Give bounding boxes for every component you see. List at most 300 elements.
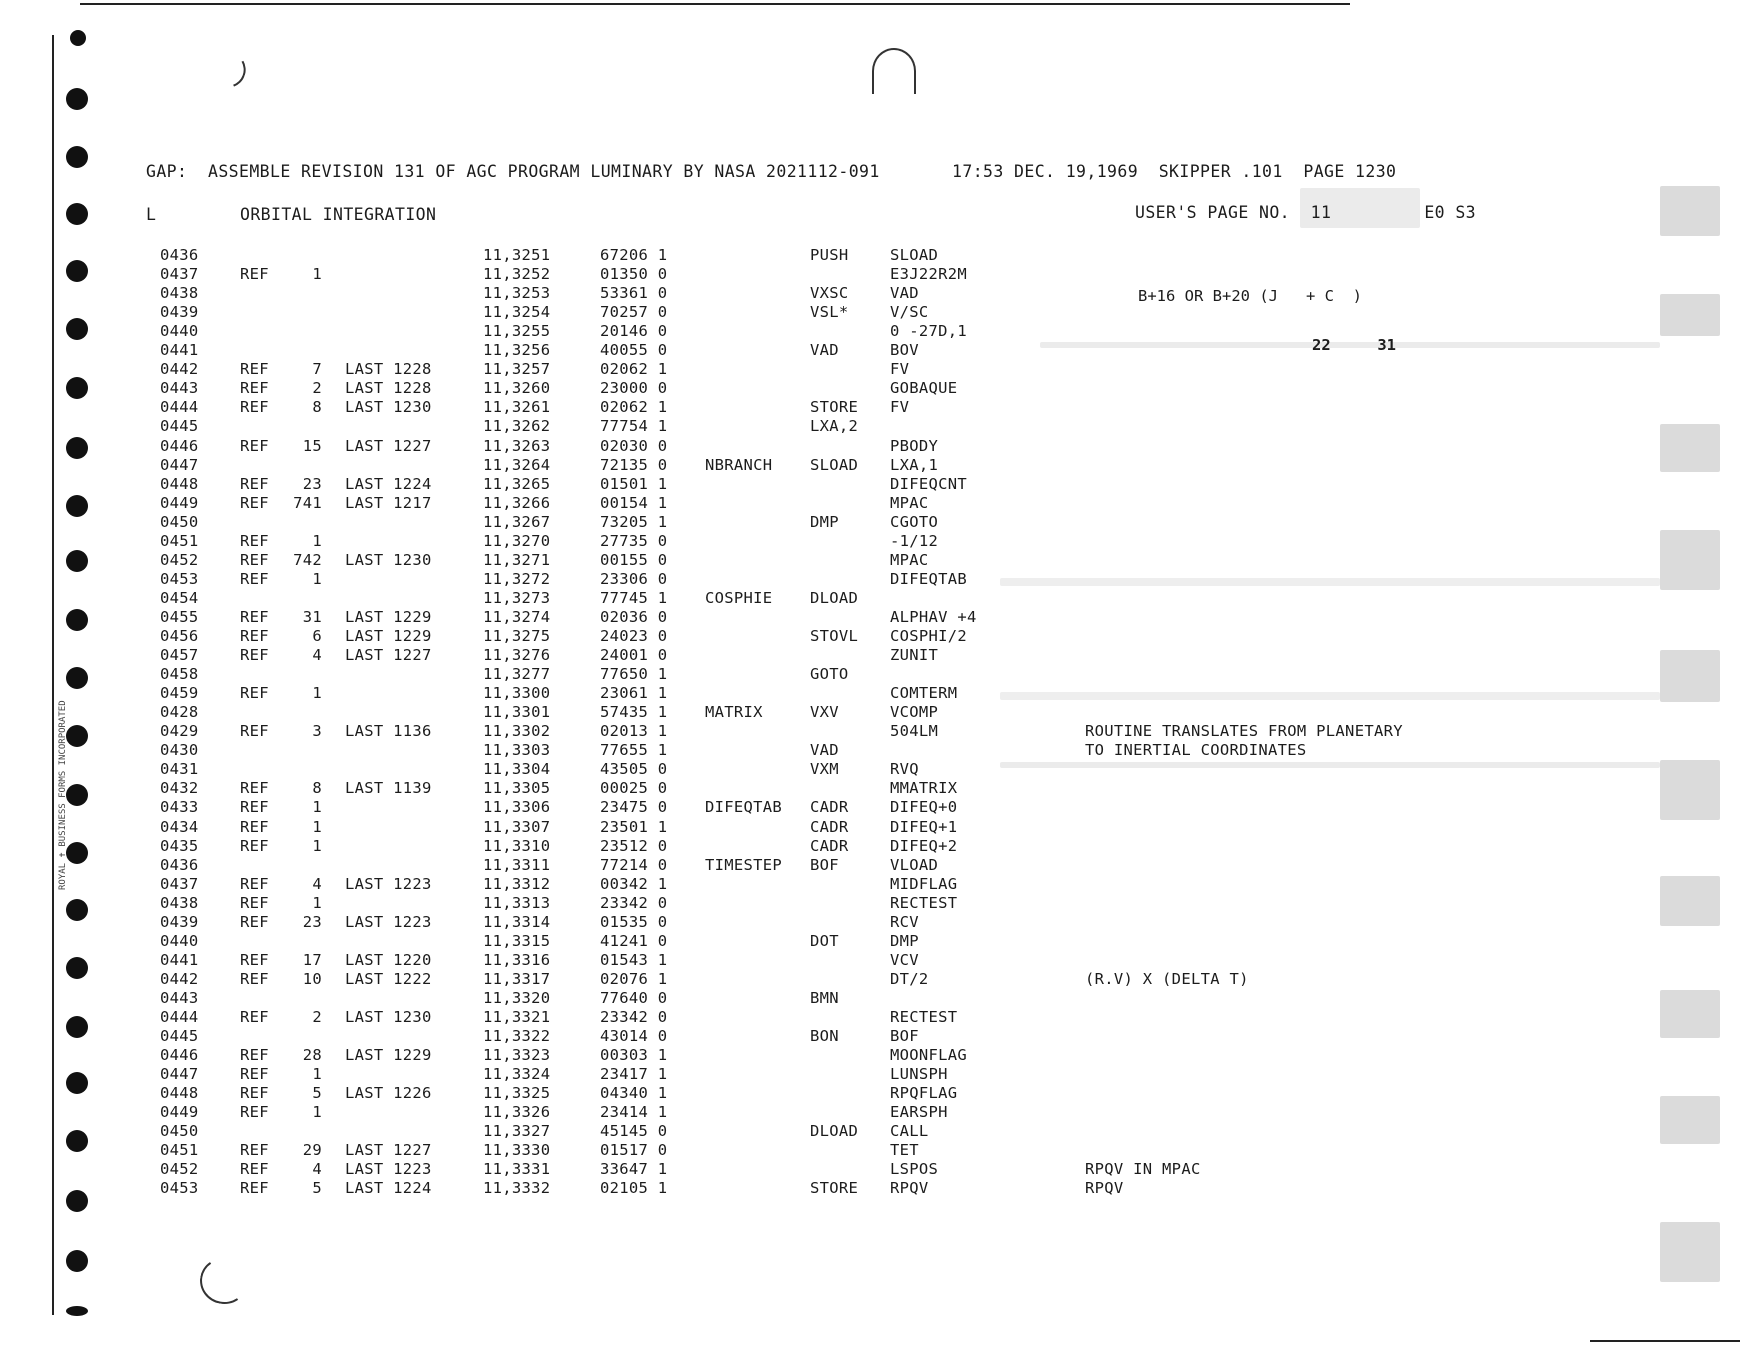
row-code: 20146 0 xyxy=(600,322,668,341)
row-op: GOTO xyxy=(810,665,849,684)
row-code: 23512 0 xyxy=(600,836,668,855)
row-addr: 11,3271 xyxy=(483,550,551,569)
row-seq: 0457 xyxy=(160,646,199,665)
scan-speck xyxy=(1660,294,1720,336)
feed-hole xyxy=(66,1250,88,1272)
row-seq: 0448 xyxy=(160,474,199,493)
feed-hole xyxy=(66,146,88,168)
row-ref: REF xyxy=(240,646,269,665)
row-code: 00303 1 xyxy=(600,1046,668,1065)
row-seq: 0449 xyxy=(160,1103,199,1122)
row-arg: VAD xyxy=(890,284,919,303)
scan-speck xyxy=(1660,530,1720,590)
row-refn: 1 xyxy=(312,265,322,284)
row-ref: REF xyxy=(240,1008,269,1026)
row-code: 73205 1 xyxy=(600,512,668,531)
listing-row xyxy=(0,970,1600,989)
row-seq: 0455 xyxy=(160,607,199,626)
row-addr: 11,3303 xyxy=(483,741,551,760)
section-title: ORBITAL INTEGRATION xyxy=(240,205,437,224)
row-seq: 0432 xyxy=(160,779,199,798)
row-code: 00155 0 xyxy=(600,550,668,569)
row-seq: 0447 xyxy=(160,455,199,474)
row-addr: 11,3304 xyxy=(483,760,551,779)
row-addr: 11,3327 xyxy=(483,1122,551,1141)
row-addr: 11,3273 xyxy=(483,588,551,607)
row-code: 00342 1 xyxy=(600,874,668,893)
listing-row xyxy=(0,1065,1600,1084)
page-bottom-rule xyxy=(1590,1340,1740,1342)
row-op: VAD xyxy=(810,341,839,360)
row-arg: LSPOS xyxy=(890,1160,939,1179)
row-ref: REF xyxy=(240,1084,269,1103)
row-code: 77754 1 xyxy=(600,417,668,436)
row-arg: MMATRIX xyxy=(890,779,958,798)
row-code: 33647 1 xyxy=(600,1160,668,1179)
listing-header: GAP: ASSEMBLE REVISION 131 OF AGC PROGRAM LUMINARY BY NASA 2021112-091 17:53 DEC. 19,1969 SKIPPER .101 PAGE 1230 xyxy=(146,162,1397,181)
row-last: LAST 1230 xyxy=(345,398,432,417)
row-arg: DMP xyxy=(890,931,919,950)
row-code: 01535 0 xyxy=(600,912,668,931)
row-arg: V/SC xyxy=(890,303,929,322)
row-addr: 11,3265 xyxy=(483,474,551,493)
row-seq: 0440 xyxy=(160,322,199,341)
row-addr: 11,3267 xyxy=(483,512,551,531)
row-addr: 11,3326 xyxy=(483,1103,551,1122)
row-ref: REF xyxy=(240,722,269,741)
row-arg: SLOAD xyxy=(890,246,939,264)
row-ref: REF xyxy=(240,912,269,931)
row-label: MATRIX xyxy=(705,703,763,722)
row-op: STOVL xyxy=(810,627,859,645)
row-addr: 11,3306 xyxy=(483,798,551,817)
listing-row xyxy=(0,722,1600,741)
row-op: VAD xyxy=(810,741,839,760)
row-op: SLOAD xyxy=(810,455,859,474)
row-refn: 1 xyxy=(312,1065,322,1084)
row-ref: REF xyxy=(240,398,269,417)
row-seq: 0444 xyxy=(160,398,199,417)
row-addr: 11,3331 xyxy=(483,1160,551,1179)
row-cmt: TO INERTIAL COORDINATES xyxy=(1085,741,1307,760)
listing-row xyxy=(0,779,1600,798)
row-seq: 0453 xyxy=(160,569,199,588)
row-arg: VLOAD xyxy=(890,855,939,874)
row-seq: 0436 xyxy=(160,855,199,874)
row-seq: 0450 xyxy=(160,1122,199,1141)
listing-row xyxy=(0,303,1600,322)
margin-watermark: ROYAL ✝ BUSINESS FORMS INCORPORATED xyxy=(58,700,68,890)
row-addr: 11,3257 xyxy=(483,360,551,379)
scan-speck xyxy=(1660,760,1720,820)
row-code: 40055 0 xyxy=(600,341,668,360)
row-refn: 741 xyxy=(293,493,322,512)
row-arg: 504LM xyxy=(890,722,939,741)
row-code: 23475 0 xyxy=(600,798,668,817)
row-seq: 0439 xyxy=(160,303,199,322)
row-code: 23414 1 xyxy=(600,1103,668,1122)
row-arg: DIFEQCNT xyxy=(890,474,968,493)
row-addr: 11,3300 xyxy=(483,684,551,703)
row-ref: REF xyxy=(240,474,269,493)
row-arg: MPAC xyxy=(890,550,929,569)
row-ref: REF xyxy=(240,874,269,893)
row-arg: CALL xyxy=(890,1122,929,1141)
row-ref: REF xyxy=(240,550,269,569)
row-code: 02062 1 xyxy=(600,360,668,379)
listing-row xyxy=(0,1084,1600,1103)
row-op: VXM xyxy=(810,760,839,779)
row-last: LAST 1228 xyxy=(345,360,432,379)
row-ref: REF xyxy=(240,969,269,988)
row-last: LAST 1223 xyxy=(345,874,432,893)
row-ref: REF xyxy=(240,627,269,645)
row-seq: 0439 xyxy=(160,912,199,931)
row-refn: 1 xyxy=(312,684,322,703)
listing-row xyxy=(0,951,1600,970)
row-addr: 11,3324 xyxy=(483,1065,551,1084)
row-code: 01543 1 xyxy=(600,950,668,969)
row-code: 57435 1 xyxy=(600,703,668,722)
row-addr: 11,3313 xyxy=(483,893,551,912)
row-arg: LXA,1 xyxy=(890,455,939,474)
row-arg: LUNSPH xyxy=(890,1065,948,1084)
feed-hole xyxy=(66,1306,88,1316)
feed-hole xyxy=(66,203,88,225)
row-refn: 2 xyxy=(312,1008,322,1026)
row-seq: 0452 xyxy=(160,1160,199,1179)
row-ref: REF xyxy=(240,950,269,969)
row-refn: 5 xyxy=(312,1179,322,1198)
listing-row xyxy=(0,1046,1600,1065)
row-code: 23342 0 xyxy=(600,1008,668,1026)
row-arg: MIDFLAG xyxy=(890,874,958,893)
row-op: CADR xyxy=(810,817,849,836)
row-seq: 0431 xyxy=(160,760,199,779)
row-arg: DIFEQ+1 xyxy=(890,817,958,836)
row-refn: 1 xyxy=(312,817,322,836)
listing-row xyxy=(0,608,1600,627)
row-code: 23061 1 xyxy=(600,684,668,703)
row-ref: REF xyxy=(240,436,269,455)
row-last: LAST 1224 xyxy=(345,474,432,493)
row-code: 00154 1 xyxy=(600,493,668,512)
row-code: 77640 0 xyxy=(600,988,668,1007)
row-arg: DIFEQ+2 xyxy=(890,836,958,855)
row-seq: 0450 xyxy=(160,512,199,531)
row-ref: REF xyxy=(240,1065,269,1084)
row-addr: 11,3301 xyxy=(483,703,551,722)
row-ref: REF xyxy=(240,836,269,855)
row-arg: RVQ xyxy=(890,760,919,779)
row-ref: REF xyxy=(240,1179,269,1198)
row-arg: E3J22R2M xyxy=(890,265,968,284)
row-code: 02076 1 xyxy=(600,969,668,988)
row-code: 23417 1 xyxy=(600,1065,668,1084)
row-arg: PBODY xyxy=(890,436,939,455)
row-arg: GOBAQUE xyxy=(890,379,958,398)
row-addr: 11,3321 xyxy=(483,1008,551,1026)
row-seq: 0438 xyxy=(160,284,199,303)
row-refn: 28 xyxy=(302,1046,322,1065)
row-ref: REF xyxy=(240,360,269,379)
row-refn: 15 xyxy=(302,436,322,455)
row-arg: MOONFLAG xyxy=(890,1046,968,1065)
row-ref: REF xyxy=(240,893,269,912)
row-op: BON xyxy=(810,1027,839,1046)
row-addr: 11,3312 xyxy=(483,874,551,893)
row-seq: 0437 xyxy=(160,265,199,284)
scan-speck xyxy=(1660,424,1720,472)
row-seq: 0440 xyxy=(160,931,199,950)
row-arg: EARSPH xyxy=(890,1103,948,1122)
row-code: 01350 0 xyxy=(600,265,668,284)
row-cmt: RPQV xyxy=(1085,1179,1124,1198)
row-op: BMN xyxy=(810,988,839,1007)
row-arg: FV xyxy=(890,398,910,417)
row-seq: 0443 xyxy=(160,379,199,398)
row-op: STORE xyxy=(810,398,859,417)
row-seq: 0451 xyxy=(160,531,199,550)
row-code: 01501 1 xyxy=(600,474,668,493)
row-code: 02030 0 xyxy=(600,436,668,455)
row-arg: DIFEQTAB xyxy=(890,569,968,588)
row-refn: 1 xyxy=(312,569,322,588)
row-arg: ZUNIT xyxy=(890,646,939,665)
row-code: 02062 1 xyxy=(600,398,668,417)
listing-row xyxy=(0,818,1600,837)
row-refn: 31 xyxy=(302,607,322,626)
row-ref: REF xyxy=(240,607,269,626)
row-last: LAST 1220 xyxy=(345,950,432,969)
listing-row xyxy=(0,398,1600,417)
pencil-arc xyxy=(195,41,252,94)
listing-row xyxy=(0,360,1600,379)
row-op: CADR xyxy=(810,798,849,817)
row-last: LAST 1139 xyxy=(345,779,432,798)
row-code: 23306 0 xyxy=(600,569,668,588)
row-last: LAST 1227 xyxy=(345,1141,432,1160)
row-addr: 11,3277 xyxy=(483,665,551,684)
row-ref: REF xyxy=(240,1160,269,1179)
row-seq: 0452 xyxy=(160,550,199,569)
row-addr: 11,3270 xyxy=(483,531,551,550)
row-refn: 8 xyxy=(312,398,322,417)
listing-row xyxy=(0,741,1600,760)
row-seq: 0442 xyxy=(160,360,199,379)
listing-row xyxy=(0,875,1600,894)
row-addr: 11,3311 xyxy=(483,855,551,874)
row-addr: 11,3251 xyxy=(483,246,551,264)
row-addr: 11,3252 xyxy=(483,265,551,284)
row-code: 23342 0 xyxy=(600,893,668,912)
listing-row xyxy=(0,1179,1600,1198)
row-op: STORE xyxy=(810,1179,859,1198)
row-addr: 11,3332 xyxy=(483,1179,551,1198)
row-addr: 11,3254 xyxy=(483,303,551,322)
row-ref: REF xyxy=(240,379,269,398)
row-seq: 0446 xyxy=(160,436,199,455)
row-last: LAST 1229 xyxy=(345,607,432,626)
row-refn: 1 xyxy=(312,798,322,817)
row-seq: 0454 xyxy=(160,588,199,607)
listing-row xyxy=(0,246,1600,265)
row-code: 53361 0 xyxy=(600,284,668,303)
row-arg: VCV xyxy=(890,950,919,969)
row-arg: BOV xyxy=(890,341,919,360)
row-arg: RECTEST xyxy=(890,893,958,912)
listing-row xyxy=(0,703,1600,722)
row-refn: 8 xyxy=(312,779,322,798)
row-code: 00025 0 xyxy=(600,779,668,798)
row-refn: 4 xyxy=(312,874,322,893)
listing-row xyxy=(0,437,1600,456)
listing-row xyxy=(0,760,1600,779)
row-refn: 742 xyxy=(293,550,322,569)
row-ref: REF xyxy=(240,569,269,588)
row-seq: 0433 xyxy=(160,798,199,817)
row-seq: 0434 xyxy=(160,817,199,836)
row-op: DLOAD xyxy=(810,588,859,607)
row-last: LAST 1228 xyxy=(345,379,432,398)
row-seq: 0447 xyxy=(160,1065,199,1084)
row-op: CADR xyxy=(810,836,849,855)
row-code: 23000 0 xyxy=(600,379,668,398)
row-seq: 0435 xyxy=(160,836,199,855)
row-code: 45145 0 xyxy=(600,1122,668,1141)
listing-row xyxy=(0,1122,1600,1141)
row-last: LAST 1230 xyxy=(345,550,432,569)
section-letter: L xyxy=(146,205,157,224)
row-seq: 0441 xyxy=(160,341,199,360)
row-addr: 11,3330 xyxy=(483,1141,551,1160)
row-arg: COMTERM xyxy=(890,684,958,703)
row-code: 77214 0 xyxy=(600,855,668,874)
listing-row xyxy=(0,1160,1600,1179)
row-code: 72135 0 xyxy=(600,455,668,474)
row-addr: 11,3316 xyxy=(483,950,551,969)
row-op: LXA,2 xyxy=(810,417,859,436)
row-addr: 11,3325 xyxy=(483,1084,551,1103)
row-refn: 1 xyxy=(312,893,322,912)
row-ref: REF xyxy=(240,265,269,284)
row-last: LAST 1223 xyxy=(345,912,432,931)
row-addr: 11,3305 xyxy=(483,779,551,798)
row-refn: 7 xyxy=(312,360,322,379)
row-label: NBRANCH xyxy=(705,455,773,474)
row-last: LAST 1223 xyxy=(345,1160,432,1179)
row-seq: 0436 xyxy=(160,246,199,264)
row-refn: 3 xyxy=(312,722,322,741)
row-code: 43505 0 xyxy=(600,760,668,779)
row-seq: 0444 xyxy=(160,1008,199,1026)
row-seq: 0448 xyxy=(160,1084,199,1103)
row-arg: RPQFLAG xyxy=(890,1084,958,1103)
row-ref: REF xyxy=(240,1103,269,1122)
listing-row xyxy=(0,532,1600,551)
listing-row xyxy=(0,646,1600,665)
row-refn: 17 xyxy=(302,950,322,969)
row-refn: 5 xyxy=(312,1084,322,1103)
listing-row xyxy=(0,513,1600,532)
row-addr: 11,3255 xyxy=(483,322,551,341)
row-code: 01517 0 xyxy=(600,1141,668,1160)
row-refn: 1 xyxy=(312,836,322,855)
listing-row xyxy=(0,932,1600,951)
row-ref: REF xyxy=(240,531,269,550)
row-code: 70257 0 xyxy=(600,303,668,322)
row-addr: 11,3302 xyxy=(483,722,551,741)
feed-hole xyxy=(70,30,86,46)
row-op: VXV xyxy=(810,703,839,722)
row-last: LAST 1222 xyxy=(345,969,432,988)
row-addr: 11,3314 xyxy=(483,912,551,931)
row-op: PUSH xyxy=(810,246,849,264)
listing-row xyxy=(0,1141,1600,1160)
row-code: 02036 0 xyxy=(600,607,668,626)
row-ref: REF xyxy=(240,493,269,512)
row-arg: -1/12 xyxy=(890,531,939,550)
row-refn: 10 xyxy=(302,969,322,988)
row-arg: DIFEQ+0 xyxy=(890,798,958,817)
row-last: LAST 1227 xyxy=(345,646,432,665)
listing-row xyxy=(0,1027,1600,1046)
row-arg: 0 -27D,1 xyxy=(890,322,968,341)
row-arg: COSPHI/2 xyxy=(890,627,968,645)
scan-speck xyxy=(1660,186,1720,236)
row-code: 27735 0 xyxy=(600,531,668,550)
listing-row xyxy=(0,627,1600,646)
listing-row xyxy=(0,856,1600,875)
row-addr: 11,3307 xyxy=(483,817,551,836)
row-addr: 11,3323 xyxy=(483,1046,551,1065)
row-op: DMP xyxy=(810,512,839,531)
row-arg: TET xyxy=(890,1141,919,1160)
row-ref: REF xyxy=(240,1046,269,1065)
row-arg: BOF xyxy=(890,1027,919,1046)
listing-row xyxy=(0,1103,1600,1122)
row-code: 24001 0 xyxy=(600,646,668,665)
row-ref: REF xyxy=(240,779,269,798)
row-seq: 0453 xyxy=(160,1179,199,1198)
row-addr: 11,3262 xyxy=(483,417,551,436)
row-refn: 23 xyxy=(302,474,322,493)
row-code: 04340 1 xyxy=(600,1084,668,1103)
row-addr: 11,3256 xyxy=(483,341,551,360)
row-seq: 0428 xyxy=(160,703,199,722)
row-last: LAST 1229 xyxy=(345,627,432,645)
row-code: 67206 1 xyxy=(600,246,668,264)
listing-row xyxy=(0,379,1600,398)
row-seq: 0437 xyxy=(160,874,199,893)
row-last: LAST 1230 xyxy=(345,1008,432,1026)
row-arg: CGOTO xyxy=(890,512,939,531)
row-addr: 11,3260 xyxy=(483,379,551,398)
row-addr: 11,3261 xyxy=(483,398,551,417)
row-refn: 4 xyxy=(312,646,322,665)
listing-row xyxy=(0,989,1600,1008)
row-ref: REF xyxy=(240,684,269,703)
row-op: DOT xyxy=(810,931,839,950)
listing-row xyxy=(0,837,1600,856)
scan-speck xyxy=(1660,990,1720,1038)
pencil-circle xyxy=(196,1254,251,1308)
row-seq: 0430 xyxy=(160,741,199,760)
scan-speck xyxy=(1660,650,1720,702)
scan-speck xyxy=(1660,1222,1720,1282)
row-label: COSPHIE xyxy=(705,588,773,607)
row-code: 43014 0 xyxy=(600,1027,668,1046)
